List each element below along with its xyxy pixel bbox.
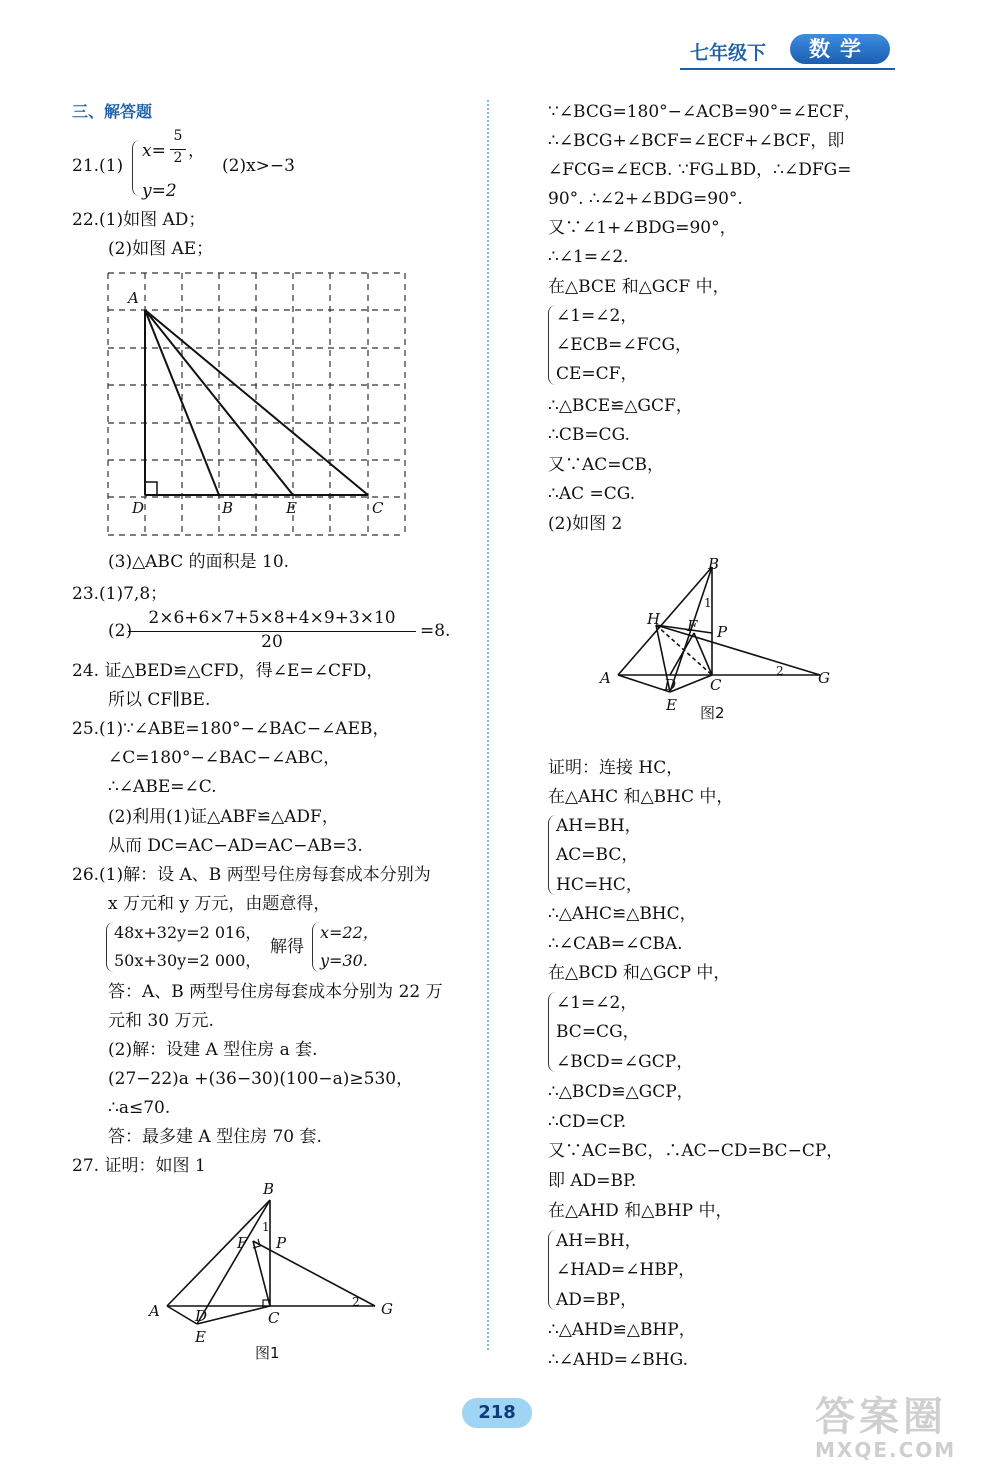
fig1-label-d: D	[195, 1307, 208, 1325]
q23-part2-label: (2)	[108, 621, 133, 641]
q21-y: y=2	[142, 181, 177, 201]
r-line-30: 即 AD=BP.	[548, 1171, 637, 1191]
header-grade: 七年级下	[690, 42, 767, 64]
grid-label-e: E	[286, 499, 297, 517]
q24-line2: 所以 CF∥BE.	[108, 690, 211, 710]
q22-part2: (2)如图 AE；	[108, 239, 214, 259]
r-line-32: AH=BH，	[556, 1231, 642, 1251]
q27-intro: 27. 证明：如图 1	[72, 1156, 206, 1176]
q23-result: =8.	[420, 621, 451, 641]
r-line-9: ∠ECB=∠FCG，	[556, 335, 693, 355]
r-line-11: ∴△BCE≌△GCF，	[548, 396, 693, 416]
r-line-19: AC=BC，	[556, 845, 639, 865]
q23-frac-den: 20	[261, 632, 283, 652]
fig1-label-g: G	[381, 1300, 393, 1318]
r-line-35: ∴△AHD≌△BHP，	[548, 1320, 696, 1340]
watermark	[815, 1395, 956, 1461]
q26-sol-y: y=30.	[320, 951, 368, 970]
r-line-28: ∴CD=CP.	[548, 1112, 627, 1132]
r-line-26: ∠BCD=∠GCP，	[556, 1052, 694, 1072]
r-line-16: 证明：连接 HC，	[548, 758, 684, 778]
r-line-25: BC=CG，	[556, 1022, 640, 1042]
fig2-label-b: B	[708, 555, 720, 573]
figure-1	[145, 1178, 400, 1363]
r-line-27: ∴△BCD≌△GCP，	[548, 1082, 694, 1102]
fig2-label-e: E	[666, 696, 677, 714]
page-number: 218	[462, 1398, 532, 1428]
fig1-label-c: C	[268, 1309, 280, 1327]
header-subject-badge: 数学	[790, 34, 890, 64]
r-line-18: AH=BH，	[556, 816, 642, 836]
r-line-2: ∴∠BCG+∠BCF=∠ECF+∠BCF，即	[548, 131, 845, 151]
q21-part2: (2)x>−3	[222, 156, 295, 176]
q26-eq2: 50x+30y=2 000，	[114, 951, 262, 970]
r-line-4: 90°. ∴∠2+∠BDG=90°.	[548, 189, 743, 209]
q21-x: x=	[142, 141, 166, 161]
r-line-12: ∴CB=CG.	[548, 425, 630, 445]
fig1-label-2: 2	[352, 1295, 360, 1309]
q21-frac-den: 2	[173, 150, 183, 166]
r-line-6: ∴∠1=∠2.	[548, 247, 629, 267]
grid-label-b: B	[222, 499, 234, 517]
q22-part1: 22.(1)如图 AD；	[72, 210, 206, 230]
q21-brace	[132, 140, 141, 196]
q25-line3: ∴∠ABE=∠C.	[108, 777, 217, 797]
grid-label-a: A	[128, 289, 139, 307]
fig1-label-e: E	[195, 1328, 206, 1346]
q26-sol-x: x=22，	[320, 923, 379, 942]
fig1-label-1: 1	[262, 1220, 270, 1234]
r-line-10: CE=CF，	[556, 364, 638, 384]
r-line-7: 在△BCE 和△GCF 中，	[548, 277, 730, 297]
r-line-23: 在△BCD 和△GCP 中，	[548, 963, 731, 983]
r-line-5: 又∵∠1+∠BDG=90°，	[548, 218, 737, 238]
q25-line5: 从而 DC=AC−AD=AC−AB=3.	[108, 836, 363, 856]
watermark-title: 答案圈	[815, 1394, 947, 1440]
q26-solve-label: 解得	[270, 937, 304, 957]
fig2-label-d: D	[664, 676, 677, 694]
fig1-label-a: A	[149, 1302, 160, 1320]
q21-comma: ，	[188, 141, 205, 161]
q26-line1: 26.(1)解：设 A、B 两型号住房每套成本分别为	[72, 865, 431, 885]
fig2-label-p: P	[717, 623, 728, 641]
q21-label: 21.(1)	[72, 156, 124, 176]
q26-line2: x 万元和 y 万元，由题意得，	[108, 894, 331, 914]
q24-line1: 24. 证△BED≌△CFD，得∠E=∠CFD，	[72, 661, 384, 681]
section-title: 三、解答题	[72, 102, 153, 121]
triangle-lines	[145, 310, 368, 495]
fig2-label-f: F	[687, 617, 698, 635]
fig2-caption: 图2	[700, 704, 725, 722]
header-rule	[680, 68, 895, 70]
q26-inequality: (27−22)a +(36−30)(100−a)≥530，	[108, 1069, 414, 1089]
q21-frac-num: 5	[173, 128, 183, 144]
q26-answer1b: 元和 30 万元.	[108, 1011, 214, 1031]
q26-answer2: 答：最多建 A 型住房 70 套.	[108, 1127, 322, 1147]
r-line-15: (2)如图 2	[548, 514, 623, 534]
q26-result: ∴a≤70.	[108, 1098, 171, 1118]
fig2-label-g: G	[818, 669, 830, 687]
fig2-label-c: C	[710, 676, 722, 694]
q25-line1: 25.(1)∵∠ABE=180°−∠BAC−∠AEB，	[72, 719, 390, 739]
r-line-36: ∴∠AHD=∠BHG.	[548, 1350, 688, 1370]
q23-frac-num: 2×6+6×7+5×8+4×9+3×10	[148, 608, 396, 628]
fig2-label-1: 1	[704, 596, 712, 610]
q26-answer1: 答：A、B 两型号住房每套成本分别为 22 万	[108, 982, 443, 1002]
fig2-label-2: 2	[776, 664, 784, 678]
fig2-label-h: H	[647, 610, 661, 628]
r-line-3: ∠FCG=∠ECB. ∵FG⊥BD，∴∠DFG=	[548, 160, 852, 180]
r-line-21: ∴△AHC≌△BHC，	[548, 904, 697, 924]
fig2-label-a: A	[600, 669, 611, 687]
q26-part2: (2)解：设建 A 型住房 a 套.	[108, 1040, 318, 1060]
figure-2	[590, 553, 840, 753]
r-line-34: AD=BP，	[556, 1290, 638, 1310]
r-line-1: ∵∠BCG=180°−∠ACB=90°=∠ECF，	[548, 102, 861, 122]
r-line-24: ∠1=∠2，	[556, 993, 638, 1013]
q26-eq1: 48x+32y=2 016，	[114, 923, 262, 942]
r-line-8: ∠1=∠2，	[556, 306, 638, 326]
r-line-29: 又∵AC=BC，∴AC−CD=BC−CP，	[548, 1141, 844, 1161]
watermark-url: MXQE.COM	[815, 1438, 957, 1462]
grid-figure	[100, 265, 410, 540]
r-line-33: ∠HAD=∠HBP，	[556, 1260, 696, 1280]
r-line-13: 又∵AC=CB，	[548, 455, 665, 475]
fig1-label-f: F	[237, 1234, 248, 1252]
q25-line4: (2)利用(1)证△ABF≌△ADF，	[108, 807, 339, 827]
r-line-20: HC=HC，	[556, 875, 643, 895]
q23-part1: 23.(1)7,8；	[72, 584, 168, 604]
q22-part3: (3)△ABC 的面积是 10.	[108, 552, 290, 572]
r-line-31: 在△AHD 和△BHP 中，	[548, 1201, 733, 1221]
fig1-label-p: P	[276, 1234, 287, 1252]
q25-line2: ∠C=180°−∠BAC−∠ABC，	[108, 748, 341, 768]
grid-label-d: D	[132, 499, 145, 517]
column-divider	[487, 100, 489, 1350]
grid-label-c: C	[372, 499, 384, 517]
r-line-22: ∴∠CAB=∠CBA.	[548, 934, 683, 954]
fig1-label-b: B	[263, 1180, 275, 1198]
r-line-17: 在△AHC 和△BHC 中，	[548, 787, 734, 807]
fig1-caption: 图1	[255, 1344, 280, 1362]
r-line-14: ∴AC =CG.	[548, 484, 636, 504]
